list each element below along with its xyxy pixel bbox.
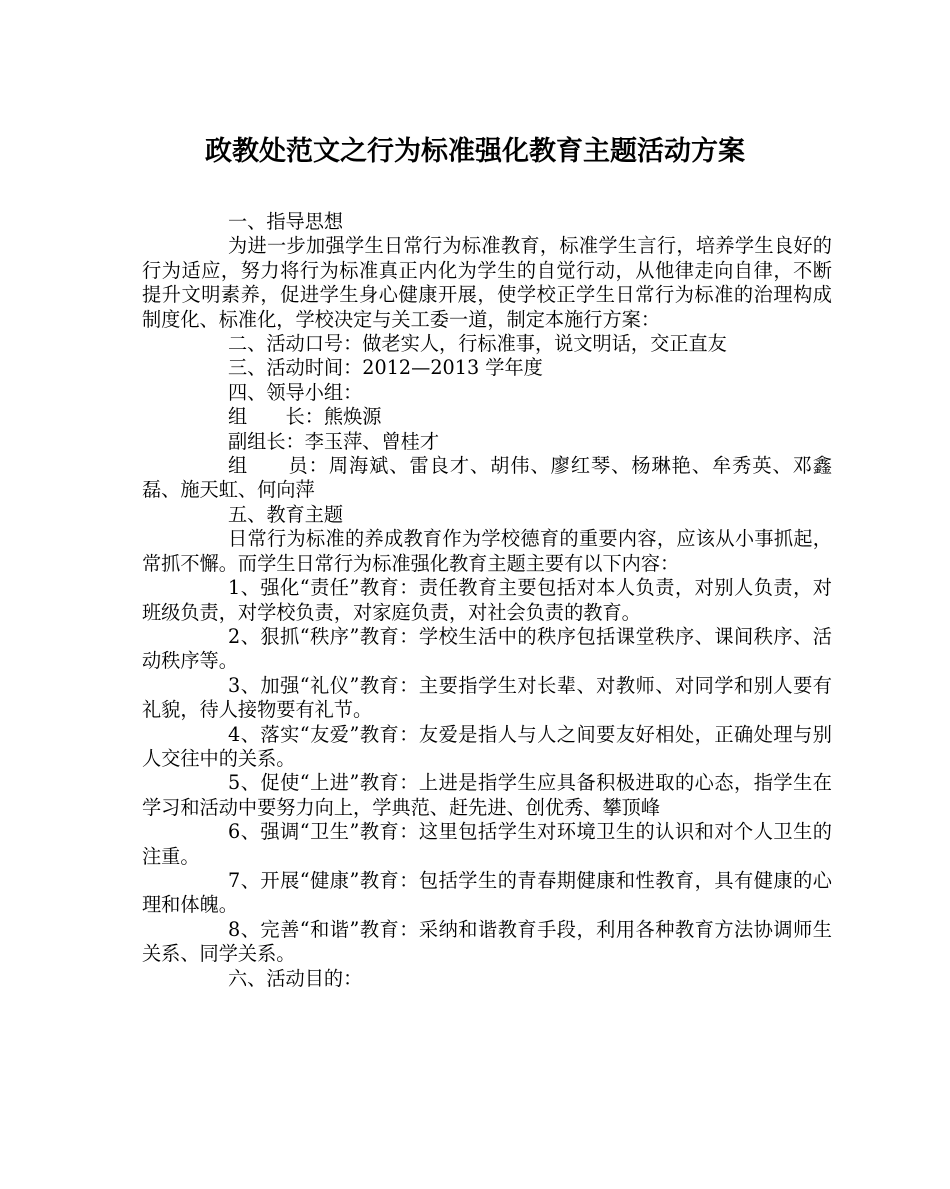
theme-item-harmony: 8、完善“和谐”教育：采纳和谐教育手段，利用各种教育方法协调师生关系、同学关系。 (142, 917, 832, 966)
document-title: 政教处范文之行为标准强化教育主题活动方案 (205, 136, 745, 167)
paragraph-education-theme: 日常行为标准的养成教育作为学校德育的重要内容，应该从小事抓起，常抓不懈。而学生日常行为标准强化教育主题主要有以下内容： (142, 527, 832, 575)
document-body (142, 210, 832, 991)
theme-item-friendship: 4、落实“友爱”教育：友爱是指人与人之间要友好相处，正确处理与别人交往中的关系。 (142, 722, 832, 770)
heading-leadership-group: 四、领导小组： (228, 380, 363, 404)
theme-item-hygiene: 6、强调“卫生”教育：这里包括学生对环境卫生的认识和对个人卫生的注重。 (142, 820, 832, 868)
group-leader: 组 长：熊焕源 (228, 405, 382, 429)
theme-item-order: 2、狠抓“秩序”教育：学校生活中的秩序包括课堂秩序、课间秩序、活动秩序等。 (142, 624, 832, 673)
heading-education-theme: 五、教育主题 (228, 502, 344, 526)
theme-item-responsibility: 1、强化“责任”教育：责任教育主要包括对本人负责，对别人负责，对班级负责，对学校负责，对家庭负责，对社会负责的教育。 (142, 576, 832, 624)
deputy-group-leader: 副组长：李玉萍、曾桂才 (228, 429, 440, 453)
activity-slogan: 二、活动口号：做老实人，行标准事，说文明话，交正直友 (228, 332, 727, 356)
activity-time: 三、活动时间：2012—2013 学年度 (228, 356, 543, 380)
group-members: 组 员：周海斌、雷良才、胡伟、廖红琴、杨琳艳、牟秀英、邓鑫磊、施天虹、何向萍 (142, 454, 832, 502)
theme-item-etiquette: 3、加强“礼仪”教育：主要指学生对长辈、对教师、对同学和别人要有礼貌，待人接物要有礼节。 (142, 673, 832, 722)
paragraph-guiding-ideology: 为进一步加强学生日常行为标准教育，标准学生言行，培养学生良好的行为适应，努力将行为标准真正内化为学生的自觉行动，从他律走向自律，不断提升文明素养，促进学生身心健康开展，使学校正学生日常行为标准的治理构成制度化、标准化，学校决定与关工委一道，制定本施行方案： (142, 234, 832, 331)
heading-guiding-ideology: 一、指导思想 (228, 210, 344, 233)
heading-activity-purpose: 六、活动目的： (228, 966, 363, 990)
theme-item-progress: 5、促使“上进”教育：上进是指学生应具备积极进取的心态，指学生在学习和活动中要努力向上，学典范、赶先进、创优秀、攀顶峰 (142, 771, 832, 819)
theme-item-health: 7、开展“健康”教育：包括学生的青春期健康和性教育，具有健康的心理和体魄。 (142, 868, 832, 917)
